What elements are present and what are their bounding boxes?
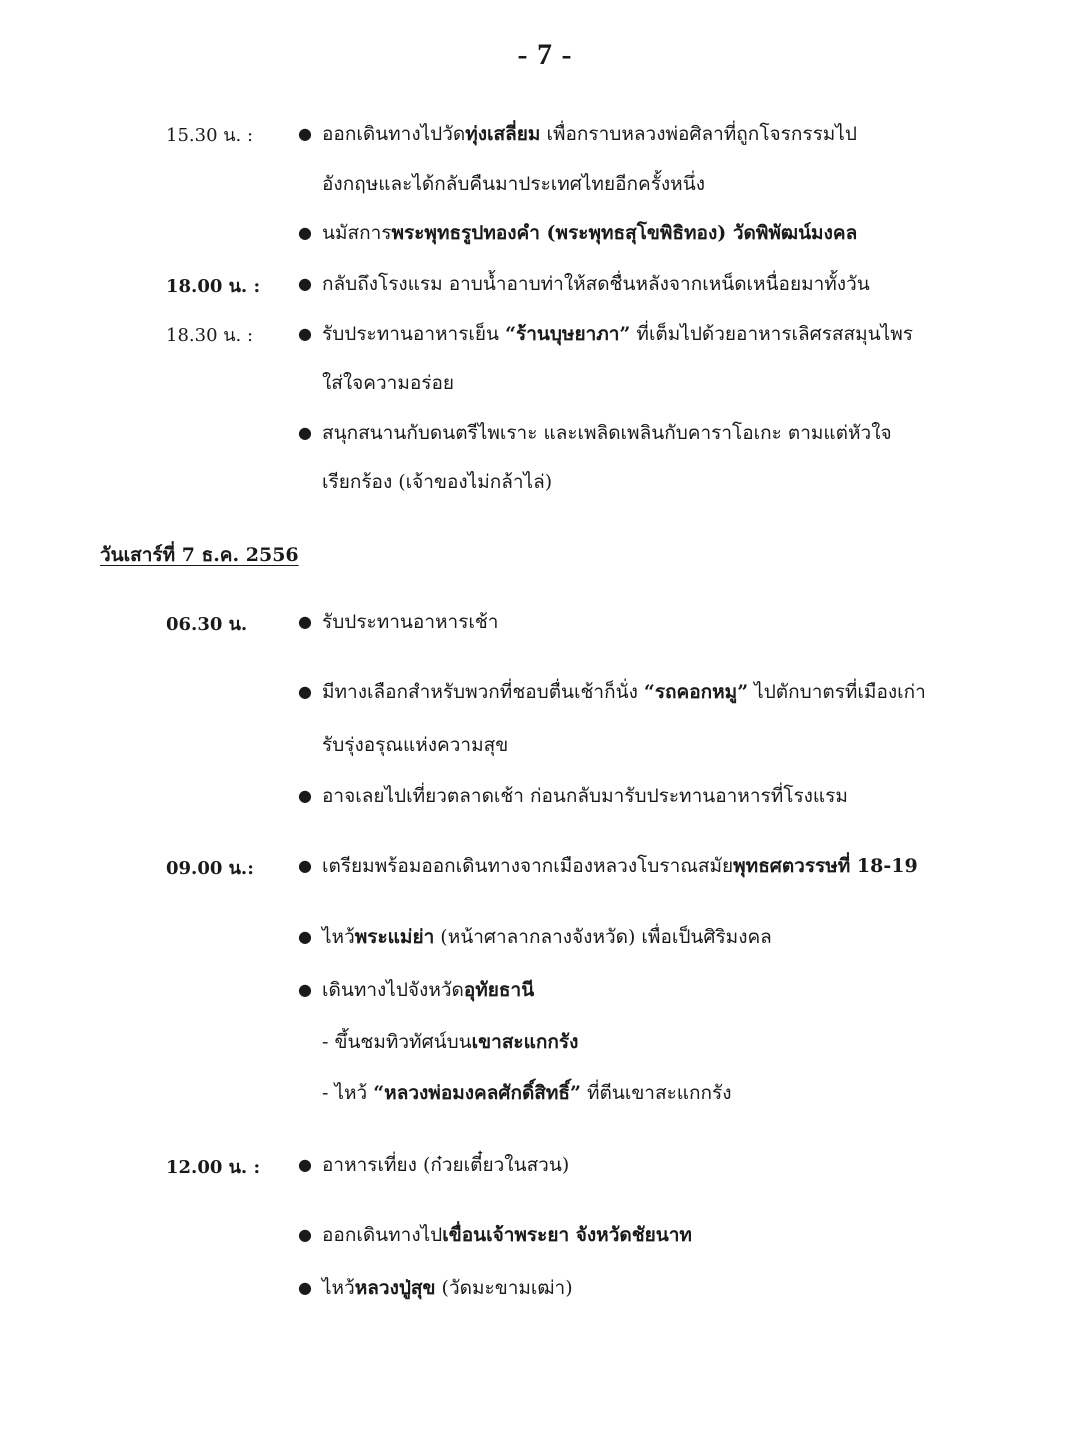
time-1830: 18.30 น. :: [166, 325, 254, 346]
time-1530: 15.30 น. :: [166, 125, 254, 146]
list-item: อาหารเที่ยง (ก๋วยเตี๋ยวในสวน): [322, 1154, 570, 1176]
bullet-icon: ●: [298, 1278, 312, 1297]
item-text: (หน้าศาลากลางจังหวัด) เพื่อเป็นศิริมงคล: [434, 926, 772, 948]
list-item: [322, 221, 857, 245]
item-text: มีทางเลือกสำหรับพวกที่ชอบตื่นเช้าก็นั่ง: [322, 681, 644, 703]
item-text: เตรียมพร้อมออกเดินทางจากเมืองหลวงโบราณสมัย: [322, 855, 734, 877]
list-item: [322, 680, 926, 704]
bullet-icon: ●: [298, 927, 312, 946]
item-bold-text: พุทธศตวรรษที่ 18-19: [733, 855, 918, 877]
list-item-continuation: ใส่ใจความอร่อย: [322, 372, 455, 394]
item-bold-text: หลวงปู่สุข: [354, 1277, 436, 1299]
list-item-continuation: อังกฤษและได้กลับคืนมาประเทศไทยอีกครั้งหนึ่ง: [322, 173, 705, 195]
item-bold-text: เขื่อนเจ้าพระยา จังหวัดชัยนาท: [442, 1224, 692, 1246]
bullet-icon: ●: [298, 980, 312, 999]
bullet-icon: ●: [298, 124, 312, 143]
list-item: อาจเลยไปเที่ยวตลาดเช้า ก่อนกลับมารับประทานอาหารที่โรงแรม: [322, 785, 848, 807]
list-item: [322, 1276, 573, 1300]
list-item: [322, 322, 913, 346]
day-heading: วันเสาร์ที่ 7 ธ.ค. 2556: [100, 544, 299, 566]
item-bold-text: เขาสะแกกรัง: [471, 1031, 579, 1053]
time-1200: 12.00 น. :: [166, 1157, 261, 1178]
bullet-icon: ●: [298, 1225, 312, 1244]
item-text: เดินทางไปจังหวัด: [322, 979, 464, 1001]
time-0900: 09.00 น.:: [166, 858, 254, 879]
item-text: - ไหว้: [322, 1082, 374, 1104]
list-item: [322, 122, 857, 146]
bullet-icon: ●: [298, 423, 312, 442]
page-number: - 7 -: [517, 38, 573, 71]
bullet-icon: ●: [298, 612, 312, 631]
item-bold-text: “หลวงพ่อมงคลศักดิ์สิทธิ์”: [373, 1082, 581, 1104]
bullet-icon: ●: [298, 786, 312, 805]
item-text: ไหว้: [322, 926, 355, 948]
item-text: รับประทานอาหารเย็น: [322, 323, 506, 345]
item-bold-text: “รถคอกหมู”: [643, 681, 749, 703]
item-text: ที่ตีนเขาสะแกกรัง: [580, 1082, 732, 1104]
bullet-icon: ●: [298, 856, 312, 875]
list-item: [322, 978, 534, 1002]
list-item: สนุกสนานกับดนตรีไพเราะ และเพลิดเพลินกับคาราโอเกะ ตามแต่หัวใจ: [322, 422, 892, 444]
bullet-icon: ●: [298, 682, 312, 701]
bullet-icon: ●: [298, 1155, 312, 1174]
item-text: ออกเดินทางไป: [322, 1224, 443, 1246]
list-item: [322, 1223, 692, 1247]
item-bold-text: อุทัยธานี: [463, 979, 535, 1001]
sub-item: [322, 1030, 578, 1054]
list-item: รับประทานอาหารเช้า: [322, 611, 499, 633]
bullet-icon: ●: [298, 324, 312, 343]
list-item: กลับถึงโรงแรม อาบน้ำอาบท่าให้สดชื่นหลังจากเหน็ดเหนื่อยมาทั้งวัน: [322, 273, 870, 295]
list-item: [322, 854, 918, 878]
item-bold-text: พระพุทธรูปทองคำ (พระพุทธสุโขพิธิทอง) วัดพิพัฒน์มงคล: [391, 222, 858, 244]
list-item-continuation: เรียกร้อง (เจ้าของไม่กล้าไล่): [322, 471, 553, 493]
bullet-icon: ●: [298, 274, 312, 293]
item-text: - ขึ้นชมทิวทัศน์บน: [322, 1031, 472, 1053]
item-bold-text: ทุ่งเสลี่ยม: [465, 123, 541, 145]
item-bold-text: พระแม่ย่า: [354, 926, 435, 948]
sub-item: [322, 1081, 732, 1105]
list-item: [322, 925, 772, 949]
item-text: ที่เต็มไปด้วยอาหารเลิศรสสมุนไพร: [630, 323, 913, 345]
bullet-icon: ●: [298, 223, 312, 242]
item-text: ไหว้: [322, 1277, 355, 1299]
item-text: นมัสการ: [322, 222, 392, 244]
list-item-continuation: รับรุ่งอรุณแห่งความสุข: [322, 734, 509, 756]
item-text: ออกเดินทางไปวัด: [322, 123, 466, 145]
item-text: (วัดมะขามเฒ่า): [435, 1277, 573, 1299]
time-1800: 18.00 น. :: [166, 276, 261, 297]
time-0630: 06.30 น.: [166, 614, 248, 635]
item-text: ไปตักบาตรที่เมืองเก่า: [748, 681, 926, 703]
item-text: เพื่อกราบหลวงพ่อศิลาที่ถูกโจรกรรมไป: [540, 123, 857, 145]
item-bold-text: “ร้านบุษยาภา”: [505, 323, 631, 345]
